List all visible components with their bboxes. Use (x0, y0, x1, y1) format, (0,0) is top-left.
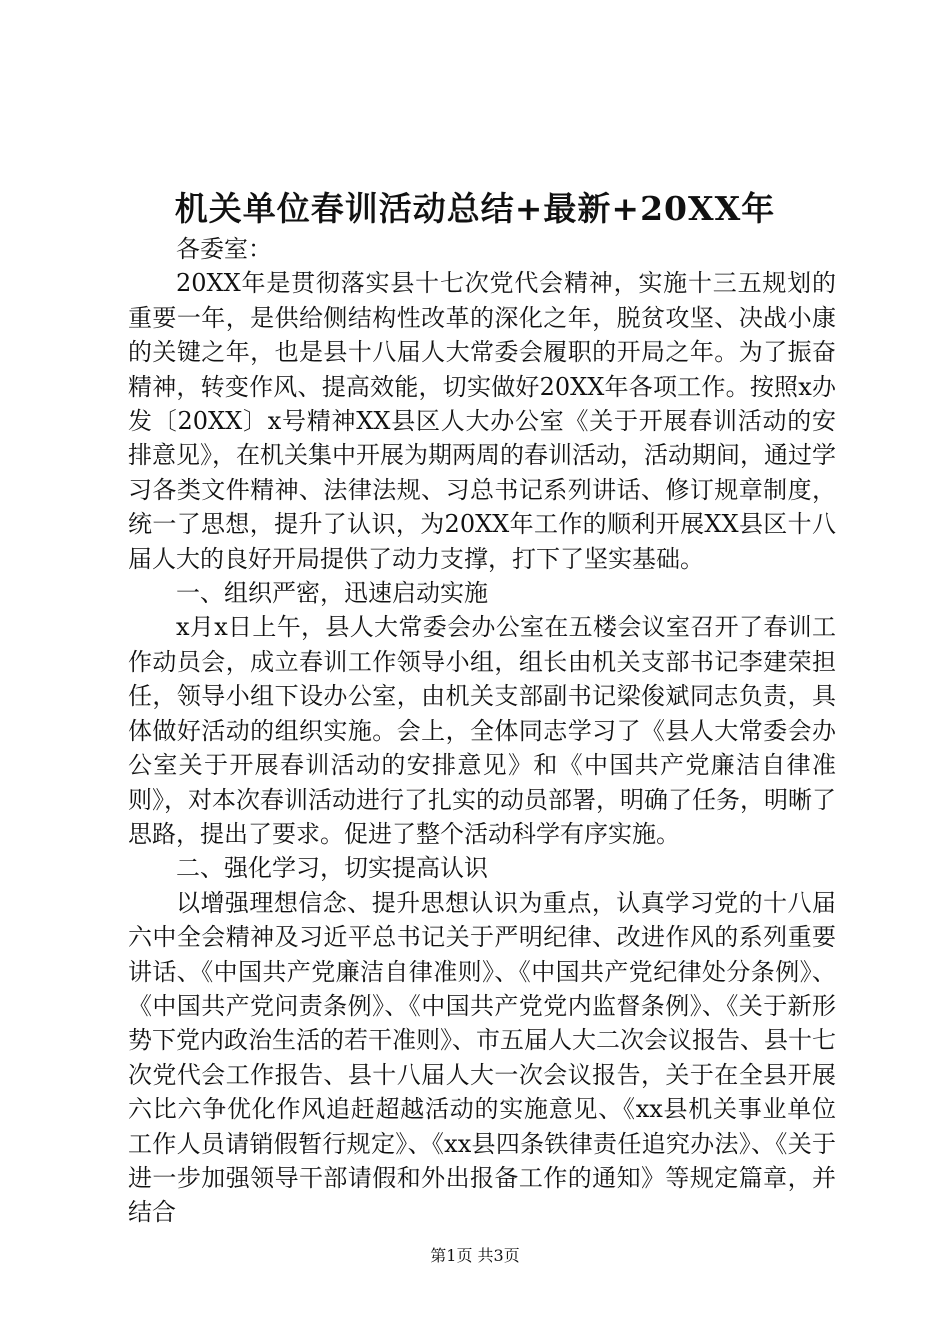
section-2-paragraph: 以增强理想信念、提升思想认识为重点，认真学习党的十八届六中全会精神及习近平总书记关于严明纪律、改进作风的系列重要讲话、《中国共产党廉洁自律准则》、《中国共产党纪律处分条例》、《中国共产党问责条例》、《中国共产党党内监督条例》、《关于新形势下党内政治生活的若干准则》、市五届人大二次会议报告、县十七次党代会工作报告、县十八届人大一次会议报告，关于在全县开展六比六争优化作风追赶超越活动的实施意见、《xx县机关事业单位工作人员请销假暂行规定》、《xx县四条铁律责任追究办法》、《关于进一步加强领导干部请假和外出报备工作的通知》等规定篇章，并结合 (128, 888, 836, 1227)
section-heading-1: 一、组织严密，迅速启动实施 (176, 579, 488, 608)
intro-paragraph: 20XX年是贯彻落实县十七次党代会精神，实施十三五规划的重要一年，是供给侧结构性改革的深化之年，脱贫攻坚、决战小康的关键之年，也是县十八届人大常委会履职的开局之年。为了振奋精神，转变作风、提高效能，切实做好20XX年各项工作。按照x办发〔20XX〕x号精神XX县区人大办公室《关于开展春训活动的安排意见》，在机关集中开展为期两周的春训活动，活动期间，通过学习各类文件精神、法律法规、习总书记系列讲话、修订规章制度，统一了思想，提升了认识，为20XX年工作的顺利开展XX县区十八届人大的良好开局提供了动力支撑，打下了坚实基础。 (128, 269, 836, 573)
section-1-paragraph: x月x日上午，县人大常委会办公室在五楼会议室召开了春训工作动员会，成立春训工作领导小组，组长由机关支部书记李建荣担任，领导小组下设办公室，由机关支部副书记梁俊斌同志负责，具体做好活动的组织实施。会上，全体同志学习了《县人大常委会办公室关于开展春训活动的安排意见》和《中国共产党廉洁自律准则》，对本次春训活动进行了扎实的动员部署，明确了任务，明晰了思路，提出了要求。促进了整个活动科学有序实施。 (128, 613, 836, 848)
section-heading-2: 二、强化学习，切实提高认识 (176, 854, 488, 883)
salutation: 各委室： (176, 235, 272, 263)
document-body (128, 232, 836, 1230)
page-footer: 第1页 共3页 (430, 1246, 520, 1265)
document-title: 机关单位春训活动总结+最新+20XX年 (174, 189, 776, 228)
